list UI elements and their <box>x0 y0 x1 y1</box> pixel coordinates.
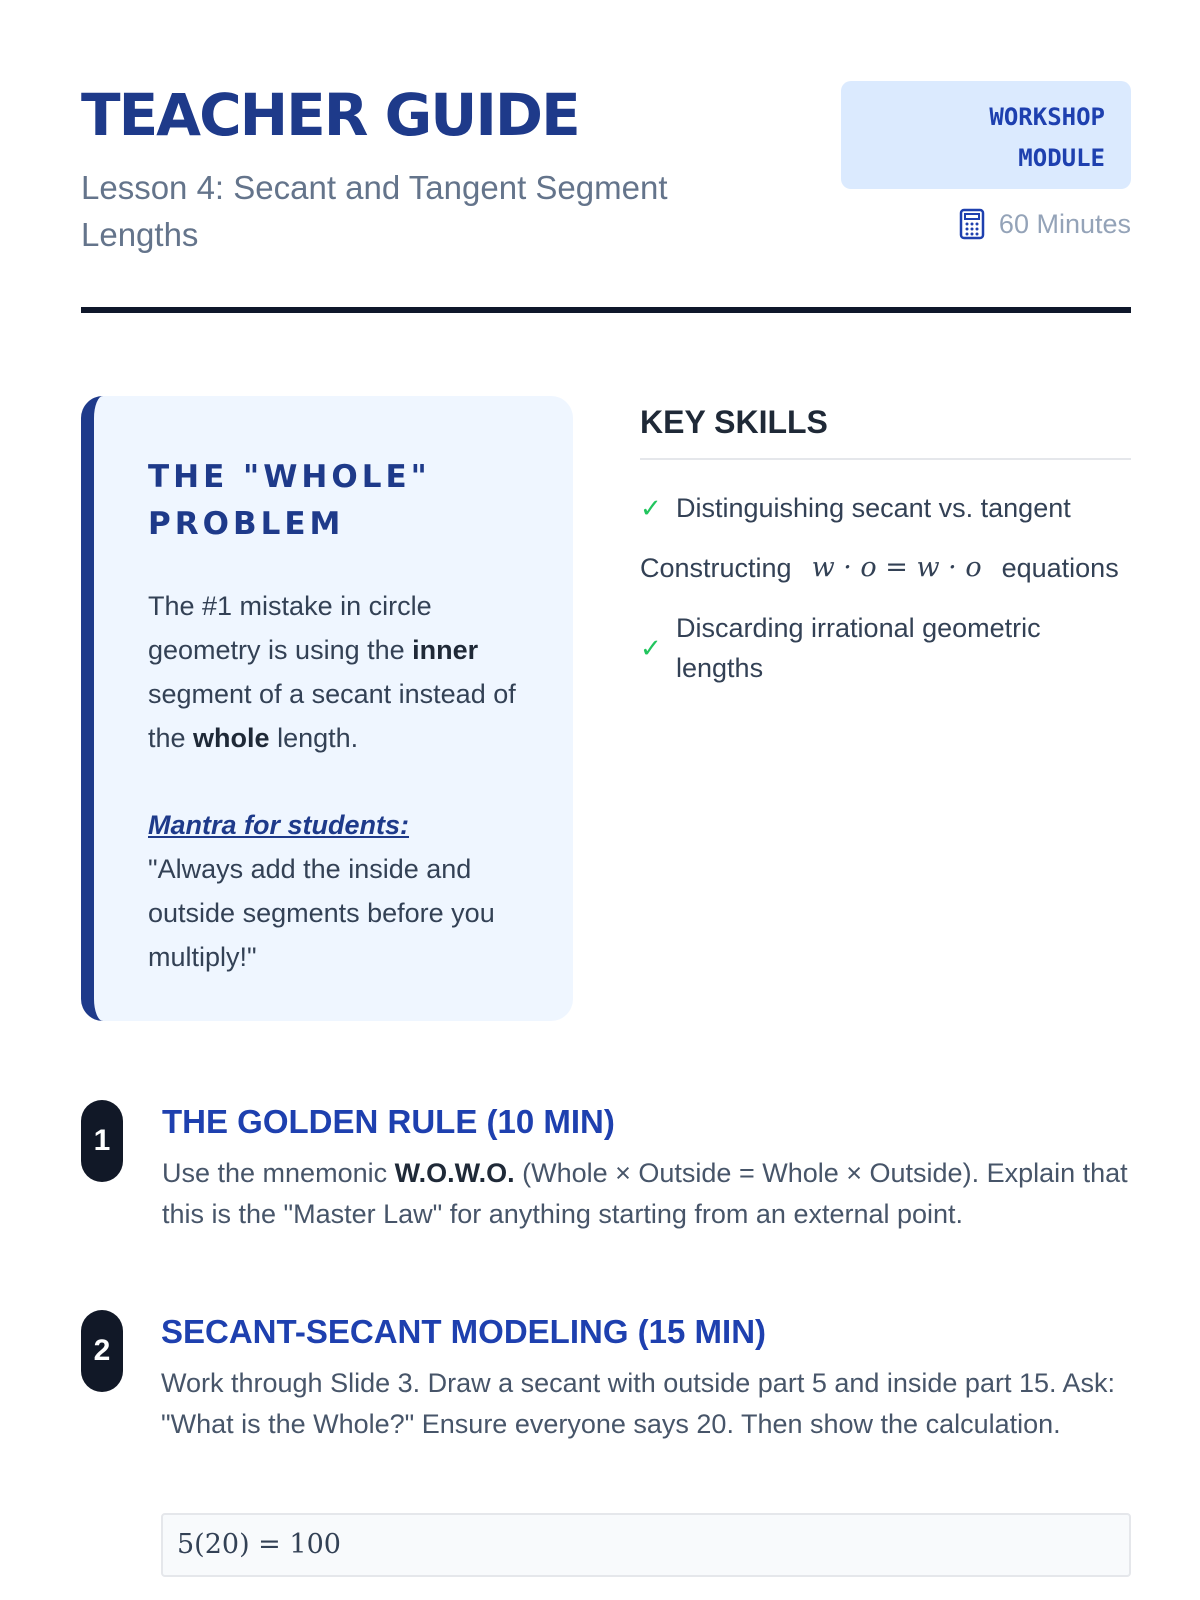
calculator-icon <box>959 208 985 240</box>
emphasis-inner: inner <box>412 635 479 665</box>
duration-text: 60 Minutes <box>998 208 1131 239</box>
key-skills-title: KEY SKILLS <box>640 398 1131 460</box>
mantra-label: Mantra for students: <box>148 810 410 840</box>
skill-label: Discarding irrational geometric lengths <box>676 613 1041 683</box>
step-description: Use the mnemonic W.O.W.O. (Whole × Outside = Whole × Outside). Explain that this is the "Master Law" for anything starting from an external point. <box>162 1158 1128 1229</box>
mantra-text: "Always add the inside and outside segments before you multiply!" <box>148 854 495 972</box>
lesson-subtitle: Lesson 4: Secant and Tangent Segment Lengths <box>81 169 668 253</box>
skill-item <box>640 548 1119 588</box>
check-icon: ✓ <box>640 633 662 663</box>
skill-label-suffix: equations <box>1001 553 1119 583</box>
callout-body: The #1 mistake in circle geometry is using the inner segment of a secant instead of the whole length. <box>148 591 516 753</box>
badge-line-2: MODULE <box>1018 144 1105 172</box>
check-icon: ✓ <box>640 493 662 523</box>
skill-item <box>640 488 1071 528</box>
module-badge <box>841 81 1131 189</box>
emphasis-whole: whole <box>193 723 270 753</box>
callout-title: THE "WHOLE" PROBLEM <box>148 459 431 542</box>
duration-info <box>959 206 1131 242</box>
badge-line-1: WORKSHOP <box>989 103 1105 131</box>
guide-header <box>81 78 1131 318</box>
step-title: SECANT-SECANT MODELING (15 MIN) <box>161 1313 767 1350</box>
step-title: THE GOLDEN RULE (10 MIN) <box>162 1103 615 1140</box>
step-number-badge: 2 <box>81 1310 123 1392</box>
skill-item <box>640 608 1096 688</box>
step-number-badge: 1 <box>81 1100 123 1182</box>
whole-problem-callout <box>81 396 573 1021</box>
header-divider <box>81 307 1131 313</box>
wowo-formula: w · o = w · o <box>811 552 982 583</box>
calculation-box: 5(20) = 100 <box>161 1513 1131 1577</box>
key-skills-panel <box>640 398 1131 683</box>
skill-label: Distinguishing secant vs. tangent <box>676 493 1071 523</box>
skill-label-prefix: Constructing <box>640 553 792 583</box>
step-description: Work through Slide 3. Draw a secant with outside part 5 and inside part 15. Ask: "What is the Whole?" Ensure everyone says 20. Then show the calculation. <box>161 1368 1116 1439</box>
page-title: TEACHER GUIDE <box>81 81 579 149</box>
mnemonic-text: W.O.W.O. <box>394 1158 515 1188</box>
